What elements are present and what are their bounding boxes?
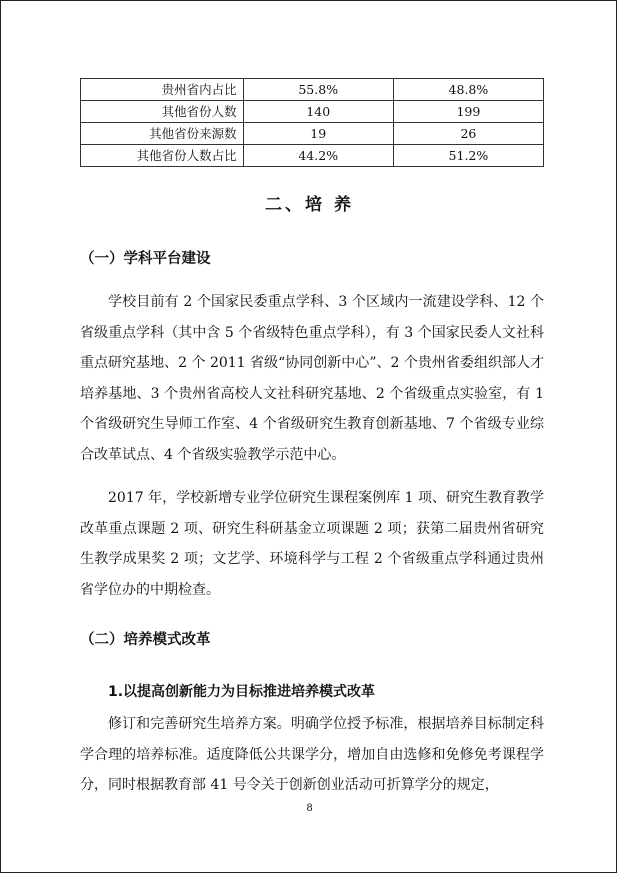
subsection-title-training-reform: （二）培养模式改革	[80, 632, 211, 648]
paragraph: 2017 年，学校新增专业学位研究生课程案例库 1 项、研究生教育教学改革重点课题 2 项、研究生科研基金立项课题 2 项；获第二届贵州省研究生教学成果奖 2 项；文艺学、环境科学与工程 2 个省级重点学科通过贵州省学位办的中期检查。	[80, 490, 544, 598]
row-label: 其他省份来源数	[81, 123, 244, 145]
row-value: 19	[243, 123, 393, 145]
row-label: 其他省份人数	[81, 101, 244, 123]
table-row	[81, 79, 544, 101]
page-number: 8	[306, 803, 313, 814]
paragraph: 学校目前有 2 个国家民委重点学科、3 个区域内一流建设学科、12 个省级重点学科（其中含 5 个省级特色重点学科），有 3 个国家民委人文社科重点研究基地、2 个 2011 省级“协同创新中心”、2 个贵州省委组织部人才培养基地、3 个贵州省高校人文社科研究基地、2 个省级重点实验室，有 1 个省级研究生导师工作室、4 个省级研究生教育创新基地、7 个省级专业综合改革试点、4 个省级实验教学示范中心。	[80, 294, 544, 463]
item-title: 1.以提高创新能力为目标推进培养模式改革	[108, 684, 376, 700]
subsection-title-discipline-platform: （一）学科平台建设	[80, 251, 211, 267]
row-label: 贵州省内占比	[81, 79, 244, 101]
row-label: 其他省份人数占比	[81, 145, 244, 167]
table-row	[81, 123, 544, 145]
stats-table	[80, 78, 544, 167]
row-value: 55.8%	[243, 79, 393, 101]
row-value: 199	[393, 101, 543, 123]
section-title: 二、培 养	[265, 195, 354, 215]
row-value: 140	[243, 101, 393, 123]
table-row	[81, 145, 544, 167]
row-value: 26	[393, 123, 543, 145]
table-row	[81, 101, 544, 123]
row-value: 51.2%	[393, 145, 543, 167]
paragraph: 修订和完善研究生培养方案。明确学位授予标准，根据培养目标制定科学合理的培养标准。适度降低公共课学分，增加自由选修和免修免考课程学分，同时根据教育部 41 号令关于创新创业活动可折算学分的规定，	[80, 716, 544, 793]
row-value: 44.2%	[243, 145, 393, 167]
row-value: 48.8%	[393, 79, 543, 101]
